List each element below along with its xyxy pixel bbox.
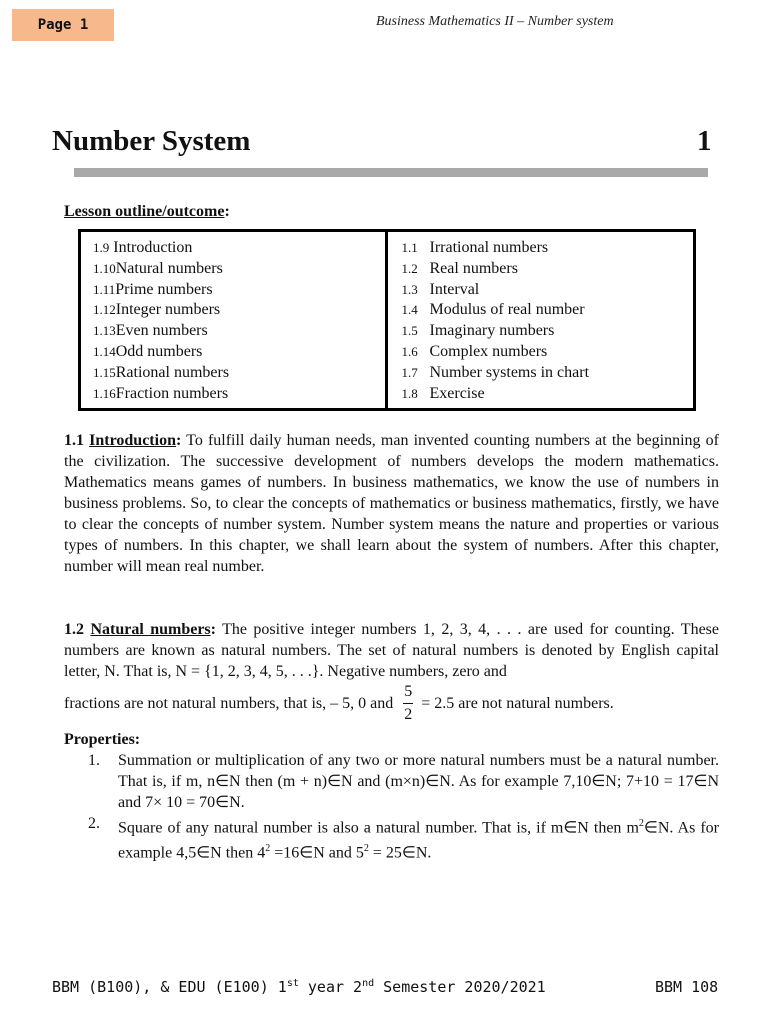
chapter-title: Number System (52, 125, 251, 157)
title-rule (74, 168, 708, 177)
outline-item: 1.2 Real numbers (401, 259, 518, 277)
fraction-line: fractions are not natural numbers, that is, – 5, 0 and $\frac{5}{2}$ = 2.5 are not natural numbers. (64, 683, 614, 723)
outline-item: 1.11Prime numbers (93, 280, 213, 298)
fraction-five-halves: $\frac{5}{2}$ (404, 683, 413, 723)
outline-item: 1.16Fraction numbers (93, 384, 229, 402)
outline-item: 1.5 Imaginary numbers (401, 322, 555, 340)
outline-item: 1.6 Complex numbers (401, 342, 548, 360)
outline-item: 1.12Integer numbers (93, 301, 221, 319)
introduction-paragraph: 1.1 Introduction: To fulfill daily human needs, man invented counting numbers at the beginning of the civilization. The successive development of numbers develops the modern mathematics. Mathematics means games of numbers. In business mathematics, we know the use of numbers in business problems. So, to clear the concepts of mathematics or business mathematics, firstly, we have to clear the concepts of number system. Number system means the nature and properties or various types of numbers. In this chapter, we shall learn about the system of numbers. After this chapter, number will mean real number. (64, 432, 720, 575)
outline-item: 1.15Rational numbers (93, 363, 230, 381)
outline-item: 1.1 Irrational numbers (401, 239, 549, 256)
natural-numbers-heading: Natural numbers (90, 621, 211, 638)
outline-item: 1.3 Interval (401, 280, 480, 298)
outline-item: 1.4 Modulus of real number (401, 301, 585, 319)
outline-item: 1.10Natural numbers (93, 259, 223, 277)
outline-item: 1.13Even numbers (93, 322, 208, 340)
outline-item: 1.7 Number systems in chart (401, 363, 590, 381)
running-head: Business Mathematics II – Number system (376, 14, 614, 29)
chapter-number: 1 (697, 125, 712, 157)
list-item: 2. Square of any natural number is also a natural number. That is, if m∈N then $m^2\in N$. As for example 4,5∈N then $4^2$ =16∈N and $5^2$ = 25∈N. (88, 815, 720, 862)
outline-item: 1.14Odd numbers (93, 342, 203, 360)
page-label: Page 1 (12, 9, 114, 41)
outline-label: Lesson outline/outcome: (64, 203, 230, 220)
outline-item: 1.8 Exercise (401, 384, 485, 402)
footer-course-code: BBM 108 (655, 978, 719, 996)
footer-course-info: BBM (B100), & EDU (E100) 1st year 2nd Semester 2020/2021 (52, 978, 546, 996)
outline-item: 1.9 Introduction (93, 239, 193, 256)
introduction-heading: Introduction (89, 432, 176, 449)
list-item: 1. Summation or multiplication of any two or more natural numbers must be a natural number. That is, if m, n∈N then (m + n)∈N and (m×n)∈N. As for example 7,10∈N; 7+10 = 17∈N and 7× 10 = 70∈N. (88, 752, 719, 811)
outline-table (78, 229, 696, 411)
properties-list (88, 750, 719, 864)
outline-left-column (81, 232, 385, 408)
natural-numbers-paragraph: 1.2 Natural numbers: The positive integer numbers 1, 2, 3, 4, . . . are used for counting. These numbers are known as natural numbers. The set of natural numbers is denoted by English capital letter, N. That is, N = {1, 2, 3, 4, 5, . . .}. Negative numbers, zero and (64, 621, 720, 680)
properties-heading: Properties: (64, 731, 141, 748)
outline-right-column (385, 232, 694, 408)
